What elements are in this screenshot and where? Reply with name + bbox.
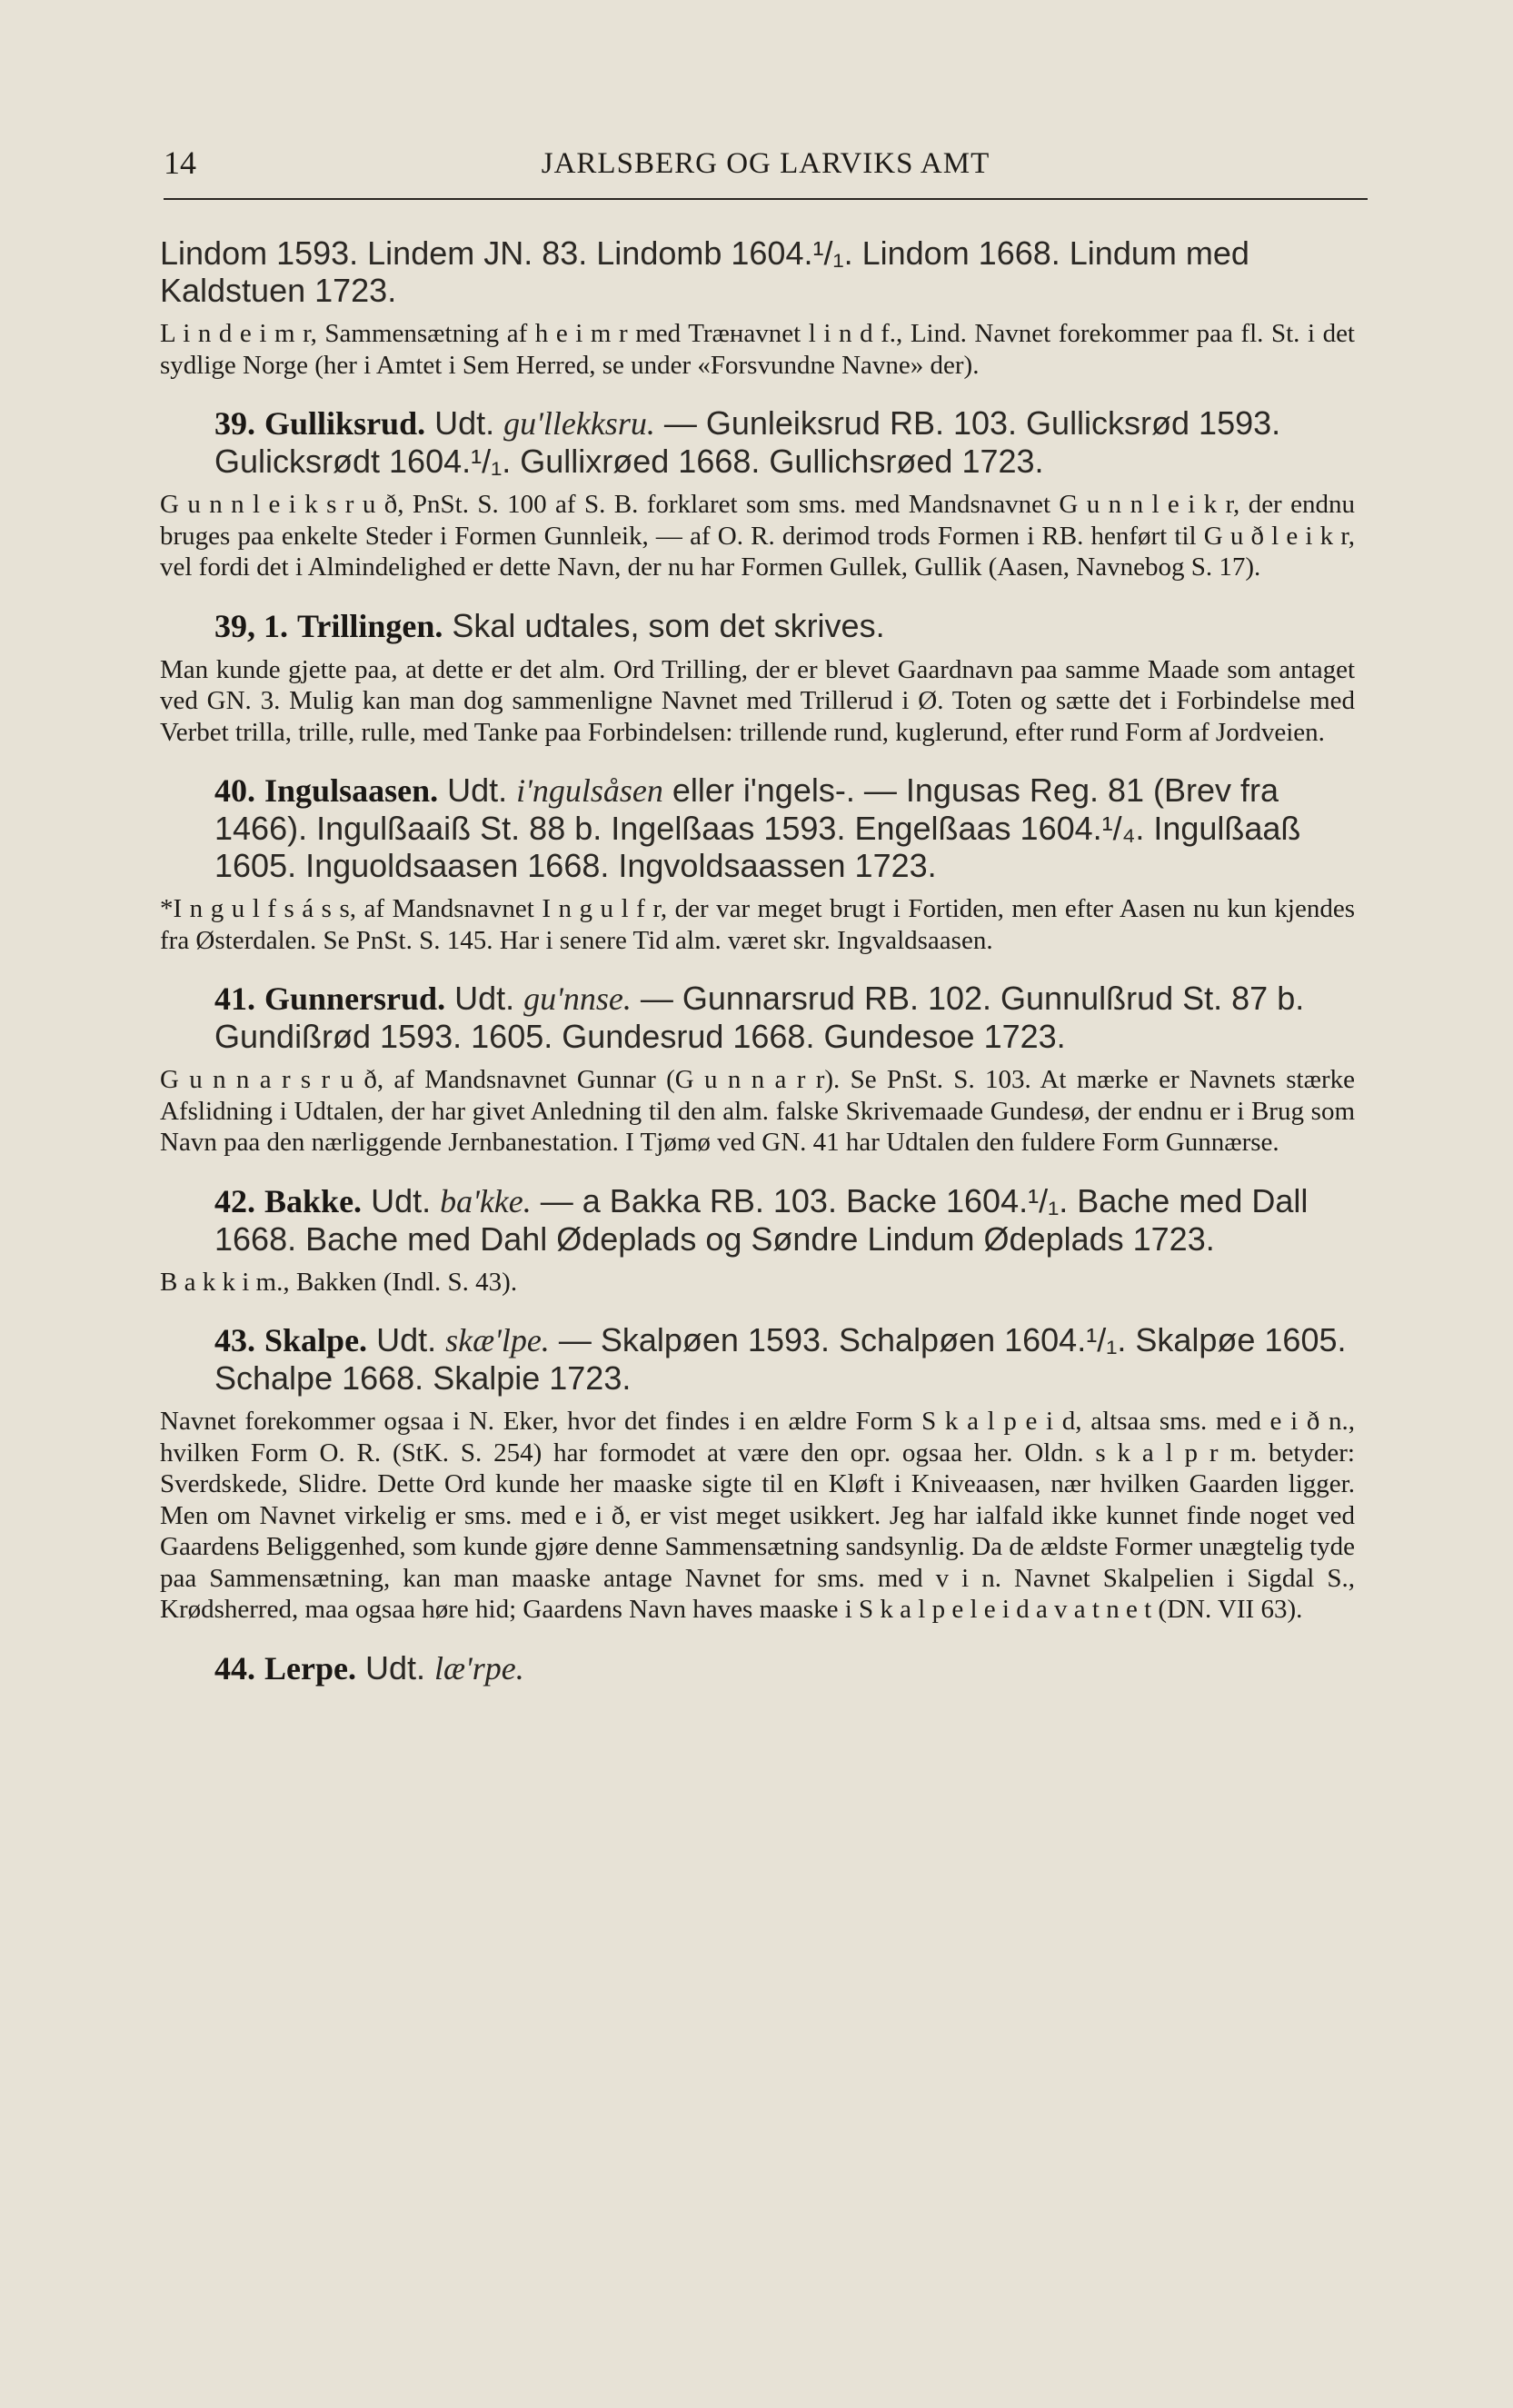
entry-heading — [160, 1182, 1355, 1258]
entry-pronunciation: gu'nnse. — [523, 980, 632, 1017]
entry-heading — [160, 404, 1355, 480]
entry-forms: — Gunnarsrud RB. 102. Gunnulßrud St. 87 b. Gundißrød 1593. 1605. Gundesrud 1668. Gundesoe 1723. — [214, 980, 1305, 1055]
entry-42 — [160, 1182, 1355, 1299]
entry-udt: Udt. — [376, 1321, 437, 1358]
entry-name: Skalpe. — [264, 1322, 368, 1358]
entry-forms: eller i'ngels-. — Ingusas Reg. 81 (Brev fra 1466). Ingulßaaiß St. 88 b. Ingelßaas 1593. Engelßaas 1604.¹/₄. Ingulßaaß 1605. Inguoldsaasen 1668. Ingvoldsaassen 1723. — [214, 771, 1301, 884]
entry-name: Gulliksrud. — [264, 405, 426, 442]
entry-number: 42. — [214, 1182, 255, 1219]
entry-43 — [160, 1321, 1355, 1626]
entry-pronunciation: læ'rpe. — [434, 1649, 524, 1687]
page-body — [160, 234, 1355, 1687]
intro-note: L i n d e i m r, Sammensætning af h e i m r med Træнavnet l i n d f., Lind. Navnet forekommer paa fl. St. i det sydlige Norge (her i Amtet i Sem Herred, se under «Forsvundne Navne» der). — [160, 319, 1355, 380]
entry-udt: Udt. — [365, 1648, 426, 1687]
entry-forms: — Skalpøen 1593. Schalpøen 1604.¹/₁. Skalpøe 1605. Schalpe 1668. Skalpie 1723. — [214, 1321, 1347, 1397]
entry-note: G u n n a r s r u ð, af Mandsnavnet Gunnar (G u n n a r r). Se PnSt. S. 103. At mærke er Navnets stærke Afslidning i Udtalen, der har givet Anledning til den alm. falske Skrivemaade Gundesø, der endnu er i Brug som Navn paa den nærliggende Jernbanestation. I Tjømø ved GN. 41 har Udtalen den fuldere Form Gunnærse. — [160, 1065, 1355, 1157]
entry-forms: — a Bakka RB. 103. Backe 1604.¹/₁. Bache med Dall 1668. Bache med Dahl Ødeplads og Søndre Lindum Ødeplads 1723. — [214, 1181, 1309, 1258]
entry-heading — [160, 1321, 1355, 1397]
entry-udt: Udt. — [454, 980, 515, 1017]
entry-note: Man kunde gjette paa, at dette er det alm. Ord Trilling, der er blevet Gaardnavn paa samme Maade som antaget ved GN. 3. Mulig kan man dog sammenligne Navnet med Trillerud i Ø. Toten og sætte det i Forbindelse med Verbet trilla, trille, rulle, med Tanke paa Forbindelsen: trillende rund, kuglerund, efter rund Form af Jordveien. — [160, 654, 1355, 747]
entry-name: Lerpe. — [264, 1649, 356, 1687]
running-title: JARLSBERG OG LARVIKS AMT — [541, 147, 990, 180]
page-number: 14 — [164, 144, 196, 181]
entry-pronunciation: i'ngulsåsen — [516, 772, 663, 809]
entry-heading — [160, 1649, 1355, 1687]
entry-heading — [160, 607, 1355, 645]
entry-forms: Skal udtales, som det skrives. — [452, 606, 885, 644]
entry-number: 39. — [214, 405, 255, 442]
entry-udt: Udt. — [447, 771, 508, 809]
entry-note: *I n g u l f s á s s, af Mandsnavnet I n g u l f r, der var meget brugt i Fortiden, men efter Aasen nu kun kjendes fra Østerdalen. Se PnSt. S. 145. Har i senere Tid alm. været skr. Ingvaldsaasen. — [160, 894, 1355, 955]
entry-41 — [160, 980, 1355, 1159]
entry-note: B a k k i m., Bakken (Indl. S. 43). — [160, 1267, 518, 1297]
entry-pronunciation: skæ'lpe. — [445, 1322, 550, 1358]
entry-number: 41. — [214, 980, 255, 1017]
entry-udt: Udt. — [434, 404, 495, 442]
entry-udt: Udt. — [371, 1181, 432, 1219]
entry-39-1 — [160, 607, 1355, 749]
entry-heading — [160, 980, 1355, 1055]
entry-forms: — Gunleiksrud RB. 103. Gullicksrød 1593. Gulicksrødt 1604.¹/₁. Gullixrøed 1668. Gullichsrøed 1723. — [214, 404, 1281, 480]
entry-name: Bakke. — [264, 1182, 363, 1219]
page-header — [164, 144, 1368, 200]
entry-44 — [160, 1649, 1355, 1687]
entry-pronunciation: gu'llekksru. — [503, 405, 655, 442]
entry-40 — [160, 771, 1355, 956]
entry-note: G u n n l e i k s r u ð, PnSt. S. 100 af S. B. forklaret som sms. med Mandsnavnet G u n n l e i k r, der endnu bruges paa enkelte Steder i Formen Gunnleik, — af O. R. derimod trods Formen i RB. henført til G u ð l e i k r, vel fordi det i Almindelighed er dette Navn, der nu har Formen Gullek, Gullik (Aasen, Navnebog S. 17). — [160, 490, 1355, 582]
entry-name: Trillingen. — [297, 607, 443, 644]
entry-note: Navnet forekommer ogsaa i N. Eker, hvor det findes i en ældre Form S k a l p e i d, altsaa sms. med e i ð n., hvilken Form O. R. (StK. S. 254) har formodet at være den opr. ogsaa her. Oldn. s k a l p r m. betyder: Sverdskede, Slidre. Dette Ord kunde her maaske sigte til en Kløft i Kniveaasen, nær hvilken Gaarden ligger. Men om Navnet virkelig er sms. med e i ð, er vist meget usikkert. Jeg har ialfald ikke kunnet finde noget ved Gaardens Beliggenhed, som kunde gjøre denne Sammensætning sandsynlig. Da de ældste Former unægtelig tyde paa Sammensætning, kan man maaske antage Navnet for sms. med v i n. Navnet Skalpelien i Sigdal S., Krødsherred, maa ogsaa høre hid; Gaardens Navn haves maaske i S k a l p e l e i d a v a t n e t (DN. VII 63). — [160, 1407, 1355, 1624]
entry-name: Ingulsaasen. — [264, 772, 439, 809]
entry-number: 40. — [214, 772, 255, 809]
intro-forms: Lindom 1593. Lindem JN. 83. Lindomb 1604.¹/₁. Lindom 1668. Lindum med Kaldstuen 1723. — [160, 234, 1249, 309]
entry-number: 39, 1. — [214, 607, 288, 644]
entry-name: Gunnersrud. — [264, 980, 446, 1017]
entry-heading — [160, 771, 1355, 884]
entry-number: 43. — [214, 1322, 255, 1358]
entry-pronunciation: ba'kke. — [440, 1182, 532, 1219]
entry-number: 44. — [214, 1649, 255, 1687]
entry-39 — [160, 404, 1355, 583]
